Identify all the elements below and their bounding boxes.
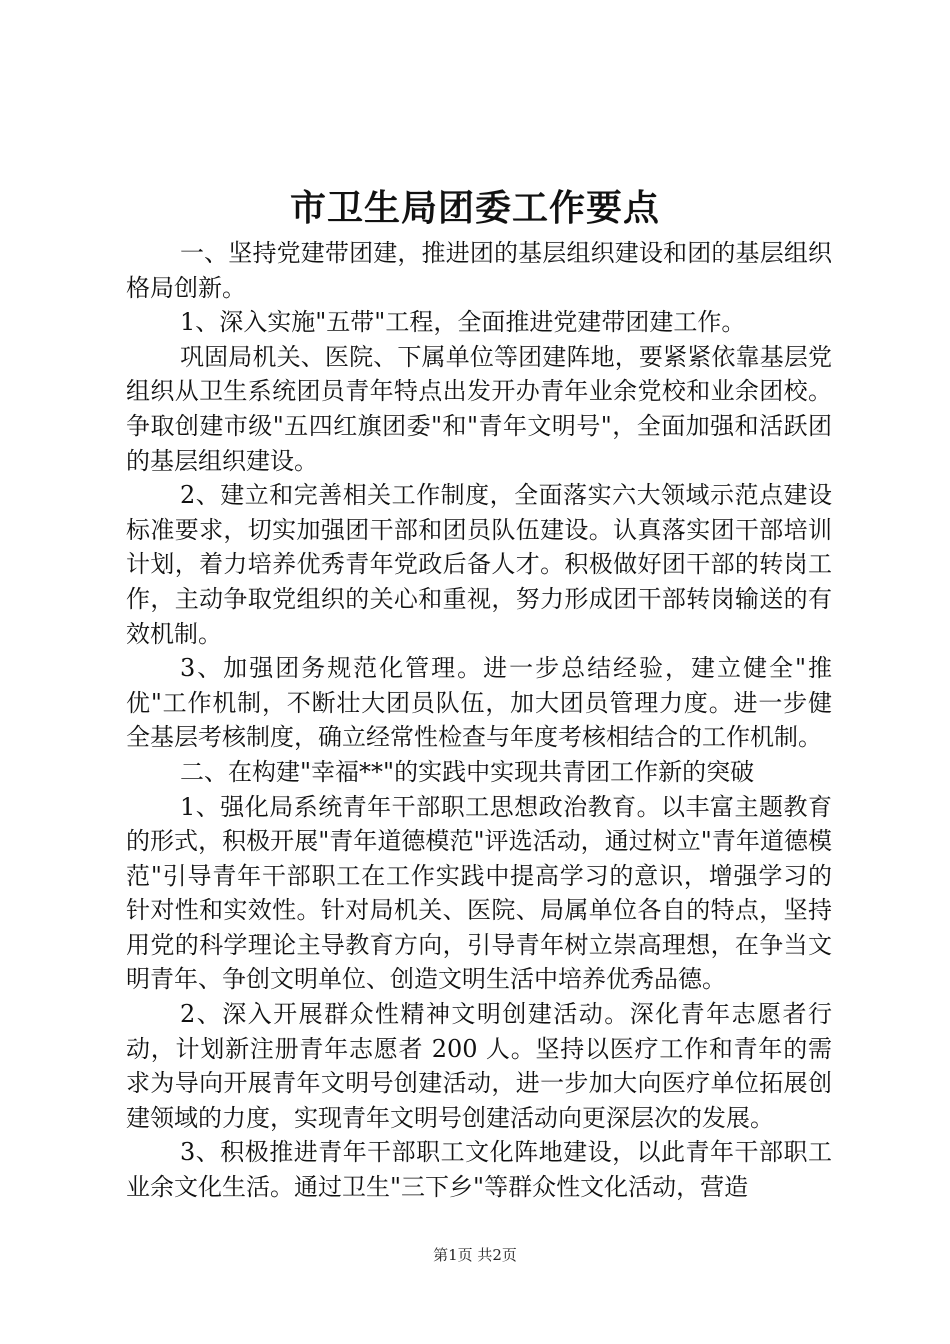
paragraph-2-1: 1、强化局系统青年干部职工思想政治教育。以丰富主题教育的形式，积极开展"青年道德模范"评选活动，通过树立"青年道德模范"引导青年干部职工在工作实践中提高学习的意识，增强学习的针对性和实效性。针对局机关、医院、局属单位各自的特点，坚持用党的科学理论主导教育方向，引导青年树立崇高理想，在争当文明青年、争创文明单位、创造文明生活中培养优秀品德。 xyxy=(126,792,832,994)
page-footer: 第1页 共2页 xyxy=(433,1246,517,1264)
paragraph-2-3: 3、积极推进青年干部职工文化阵地建设，以此青年干部职工业余文化生活。通过卫生"三下乡"等群众性文化活动，营造 xyxy=(126,1138,832,1202)
paragraph-1-1: 1、深入实施"五带"工程，全面推进党建带团建工作。 xyxy=(180,308,746,337)
paragraph-section-2-heading: 二、在构建"幸福**"的实践中实现共青团工作新的突破 xyxy=(180,757,755,786)
paragraph-section-1-heading: 一、坚持党建带团建，推进团的基层组织建设和团的基层组织格局创新。 xyxy=(126,239,832,302)
paragraph-1-2: 2、建立和完善相关工作制度，全面落实六大领域示范点建设标准要求，切实加强团干部和团员队伍建设。认真落实团干部培训计划，着力培养优秀青年党政后备人才。积极做好团干部的转岗工作，主动争取党组织的关心和重视，努力形成团干部转岗输送的有效机制。 xyxy=(126,481,832,648)
paragraph-1-1-body: 巩固局机关、医院、下属单位等团建阵地，要紧紧依靠基层党组织从卫生系统团员青年特点出发开办青年业余党校和业余团校。争取创建市级"五四红旗团委"和"青年文明号"，全面加强和活跃团的基层组织建设。 xyxy=(126,342,832,475)
paragraph-1-3: 3、加强团务规范化管理。进一步总结经验，建立健全"推优"工作机制，不断壮大团员队伍，加大团员管理力度。进一步健全基层考核制度，确立经常性检查与年度考核相结合的工作机制。 xyxy=(126,654,832,752)
paragraph-2-2: 2、深入开展群众性精神文明创建活动。深化青年志愿者行动，计划新注册青年志愿者 200 人。坚持以医疗工作和青年的需求为导向开展青年文明号创建活动，进一步加大向医疗单位拓展创建领域的力度，实现青年文明号创建活动向更深层次的发展。 xyxy=(126,1000,832,1132)
document-body xyxy=(126,236,832,1205)
page-title: 市卫生局团委工作要点 xyxy=(289,187,660,229)
